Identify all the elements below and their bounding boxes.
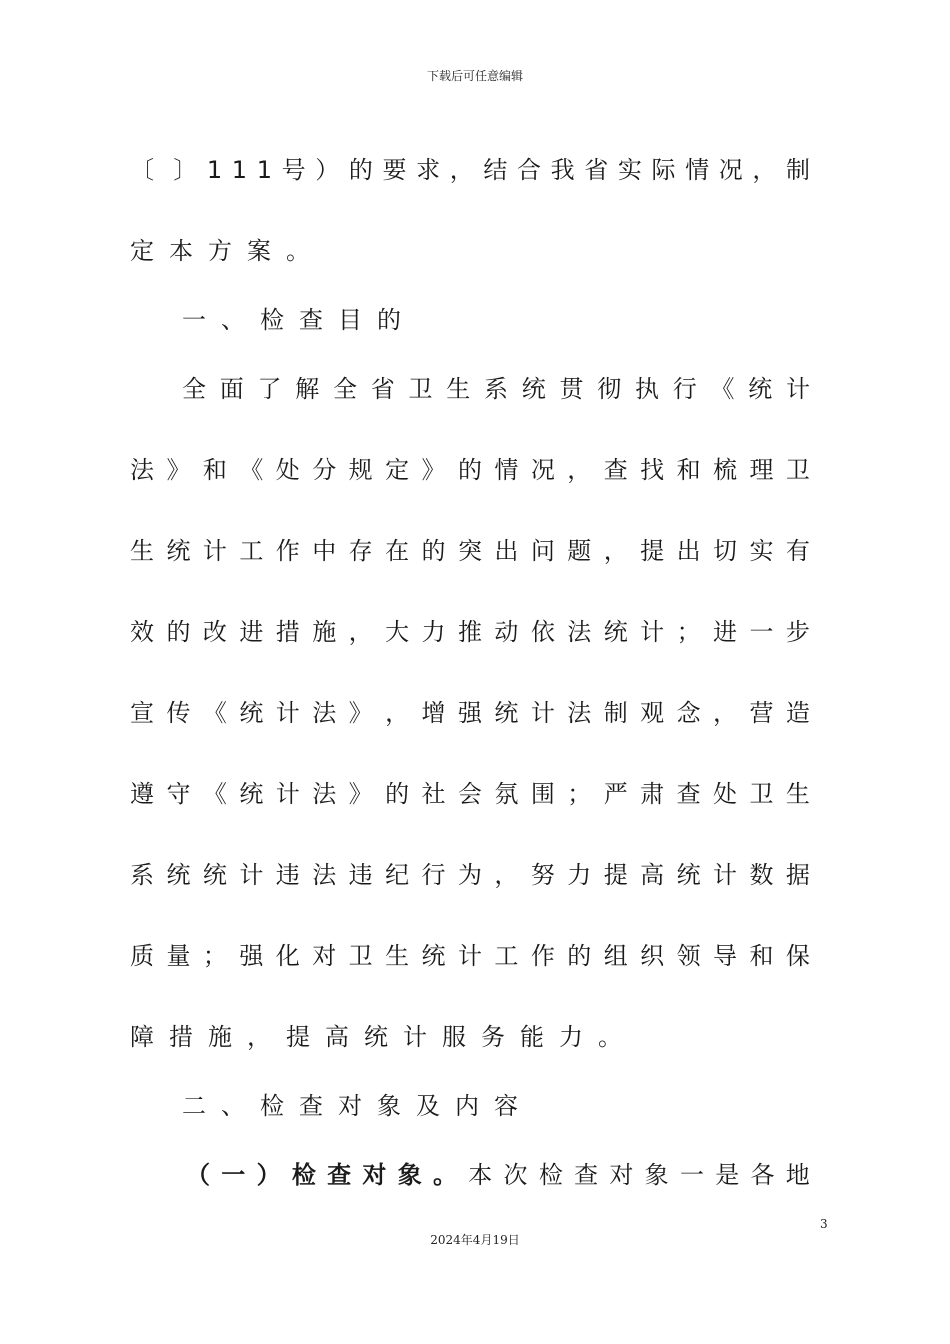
body-line-2: 定本方案。: [130, 237, 325, 265]
body-line-14: （ 一 ） 检 查 对 象 。 本 次 检 查 对 象 一 是 各 地: [186, 1161, 810, 1189]
body-line-1: 〔 〕 1 1 1 号 ） 的 要 求 ， 结 合 我 省 实 际 情 况 ， 制: [130, 156, 810, 184]
body-line-8: 宣 传 《 统 计 法 》 ， 增 强 统 计 法 制 观 念 ， 营 造: [130, 699, 810, 727]
body-line-12: 障措施，提高统计服务能力。: [130, 1023, 637, 1051]
body-line-10: 系 统 统 计 违 法 违 纪 行 为 ， 努 力 提 高 统 计 数 据: [130, 861, 810, 889]
body-line-9: 遵 守 《 统 计 法 》 的 社 会 氛 围 ； 严 肃 查 处 卫 生: [130, 780, 810, 808]
section-heading-1: 一、检查目的: [182, 306, 416, 334]
page-header: 下载后可任意编辑: [426, 69, 523, 83]
body-line-7: 效 的 改 进 措 施 ， 大 力 推 动 依 法 统 计 ； 进 一 步: [130, 618, 810, 646]
page-footer-date: 2024年4月19日: [430, 1233, 520, 1247]
body-line-6: 生 统 计 工 作 中 存 在 的 突 出 问 题 ， 提 出 切 实 有: [130, 537, 810, 565]
body-line-4: 全 面 了 解 全 省 卫 生 系 统 贯 彻 执 行 《 统 计: [182, 375, 810, 403]
body-line-11: 质 量 ； 强 化 对 卫 生 统 计 工 作 的 组 织 领 导 和 保: [130, 942, 810, 970]
section-heading-2: 二、检查对象及内容: [182, 1092, 533, 1120]
body-line-5: 法 》 和 《 处 分 规 定 》 的 情 况 ， 查 找 和 梳 理 卫: [130, 456, 810, 484]
page-number: 3: [820, 1217, 828, 1231]
